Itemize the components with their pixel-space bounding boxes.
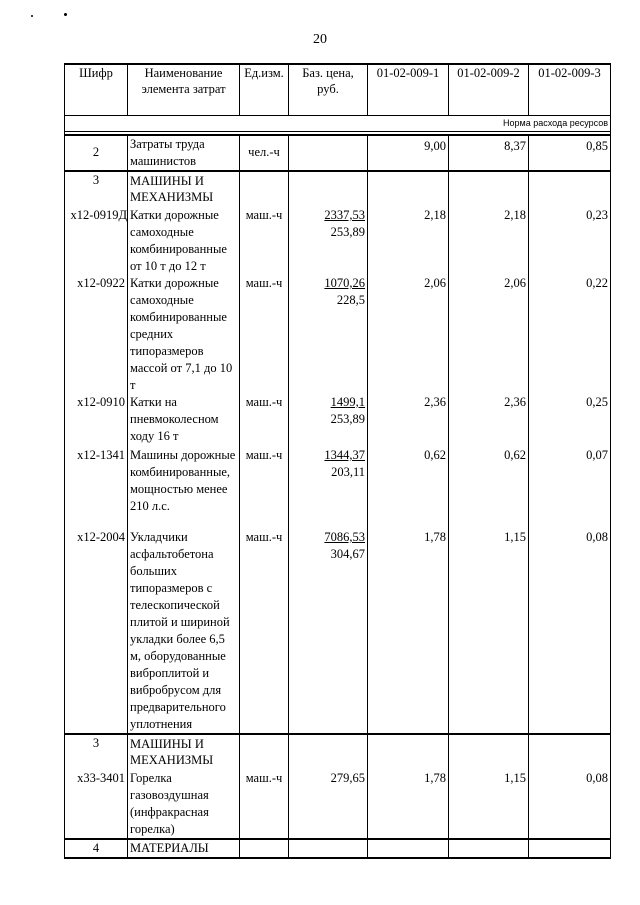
section-header-row — [65, 734, 611, 770]
item-value-2: 2,18 — [449, 207, 529, 275]
header-col-2: 01-02-009-2 — [449, 64, 529, 116]
item-price-secondary: 304,67 — [330, 547, 365, 561]
item-value-3: 0,22 — [529, 275, 611, 394]
table-row — [65, 275, 611, 394]
page-number: 20 — [313, 32, 327, 47]
scan-speck — [64, 13, 67, 16]
item-name: Машины дорожные комбинированные, мощностью менее 210 л.с. — [128, 447, 240, 529]
item-value-2: 1,15 — [449, 770, 529, 839]
section-header-row — [65, 171, 611, 207]
labor-value-3: 0,85 — [529, 135, 611, 171]
item-value-1: 1,78 — [368, 529, 449, 734]
item-code: х12-0910 — [65, 394, 128, 447]
section-title: МАШИНЫ И МЕХАНИЗМЫ — [128, 734, 240, 770]
labor-row — [65, 135, 611, 171]
section-title: МАТЕРИАЛЫ — [128, 839, 240, 858]
scan-speck — [31, 15, 33, 17]
item-value-3: 0,23 — [529, 207, 611, 275]
item-price-secondary: 203,11 — [331, 465, 365, 479]
table-row — [65, 394, 611, 447]
item-name: Укладчики асфальтобетона больших типоразмеров с телескопической плитой и шириной укладки более 6,5 м, оборудованные виброплитой и вибробрусом для предварительного уплотнения — [128, 529, 240, 734]
item-value-3: 0,08 — [529, 770, 611, 839]
item-name: Катки на пневмоколесном ходу 16 т — [128, 394, 240, 447]
header-code: Шифр — [65, 64, 128, 116]
item-price-main: 1070,26 — [324, 276, 365, 290]
item-price: 279,65 — [289, 770, 368, 839]
item-unit: маш.-ч — [240, 207, 289, 275]
item-code: х12-1341 — [65, 447, 128, 529]
item-code: х33-3401 — [65, 770, 128, 839]
item-unit: маш.-ч — [240, 529, 289, 734]
table-row — [65, 207, 611, 275]
item-value-1: 1,78 — [368, 770, 449, 839]
item-price-main: 2337,53 — [324, 208, 365, 222]
table-row — [65, 529, 611, 734]
norm-caption: Норма расхода ресурсов — [65, 116, 611, 132]
item-value-1: 2,06 — [368, 275, 449, 394]
labor-value-1: 9,00 — [368, 135, 449, 171]
item-price — [289, 529, 368, 734]
table-header-row — [65, 64, 611, 116]
labor-unit: чел.-ч — [240, 135, 289, 171]
table-row — [65, 447, 611, 529]
item-code: х12-0922 — [65, 275, 128, 394]
item-price-secondary: 253,89 — [330, 412, 365, 426]
item-price — [289, 394, 368, 447]
item-name: Горелка газовоздушная (инфракрасная горелка) — [128, 770, 240, 839]
item-value-2: 1,15 — [449, 529, 529, 734]
item-price-secondary: 228,5 — [336, 293, 365, 307]
item-price — [289, 207, 368, 275]
section-title: МАШИНЫ И МЕХАНИЗМЫ — [128, 171, 240, 207]
item-value-1: 2,18 — [368, 207, 449, 275]
labor-price — [289, 135, 368, 171]
header-col-1: 01-02-009-1 — [368, 64, 449, 116]
item-value-3: 0,07 — [529, 447, 611, 529]
item-value-3: 0,08 — [529, 529, 611, 734]
section-header-row — [65, 839, 611, 858]
norm-caption-row — [65, 116, 611, 132]
labor-value-2: 8,37 — [449, 135, 529, 171]
item-code: х12-2004 — [65, 529, 128, 734]
section-code: 3 — [65, 734, 128, 770]
item-unit: маш.-ч — [240, 447, 289, 529]
table-row — [65, 770, 611, 839]
item-price — [289, 447, 368, 529]
item-price-main: 7086,53 — [324, 530, 365, 544]
item-unit: маш.-ч — [240, 275, 289, 394]
item-value-1: 0,62 — [368, 447, 449, 529]
item-price-main: 1344,37 — [324, 448, 365, 462]
item-price — [289, 275, 368, 394]
item-price-main: 1499,1 — [330, 395, 365, 409]
item-value-2: 2,06 — [449, 275, 529, 394]
item-unit: маш.-ч — [240, 770, 289, 839]
header-price: Баз. цена, руб. — [289, 64, 368, 116]
section-code: 4 — [65, 839, 128, 858]
item-unit: маш.-ч — [240, 394, 289, 447]
header-col-3: 01-02-009-3 — [529, 64, 611, 116]
header-unit: Ед.изм. — [240, 64, 289, 116]
item-price-secondary: 253,89 — [330, 225, 365, 239]
section-code: 3 — [65, 171, 128, 207]
item-name: Катки дорожные самоходные комбинированные средних типоразмеров массой от 7,1 до 10 т — [128, 275, 240, 394]
header-name: Наименование элемента затрат — [128, 64, 240, 116]
labor-code: 2 — [65, 135, 128, 171]
labor-name: Затраты труда машинистов — [128, 135, 240, 171]
resource-rate-table — [64, 63, 611, 859]
item-name: Катки дорожные самоходные комбинированные от 10 т до 12 т — [128, 207, 240, 275]
item-value-1: 2,36 — [368, 394, 449, 447]
item-value-2: 0,62 — [449, 447, 529, 529]
item-code: х12-0919Д — [65, 207, 128, 275]
item-value-3: 0,25 — [529, 394, 611, 447]
item-value-2: 2,36 — [449, 394, 529, 447]
